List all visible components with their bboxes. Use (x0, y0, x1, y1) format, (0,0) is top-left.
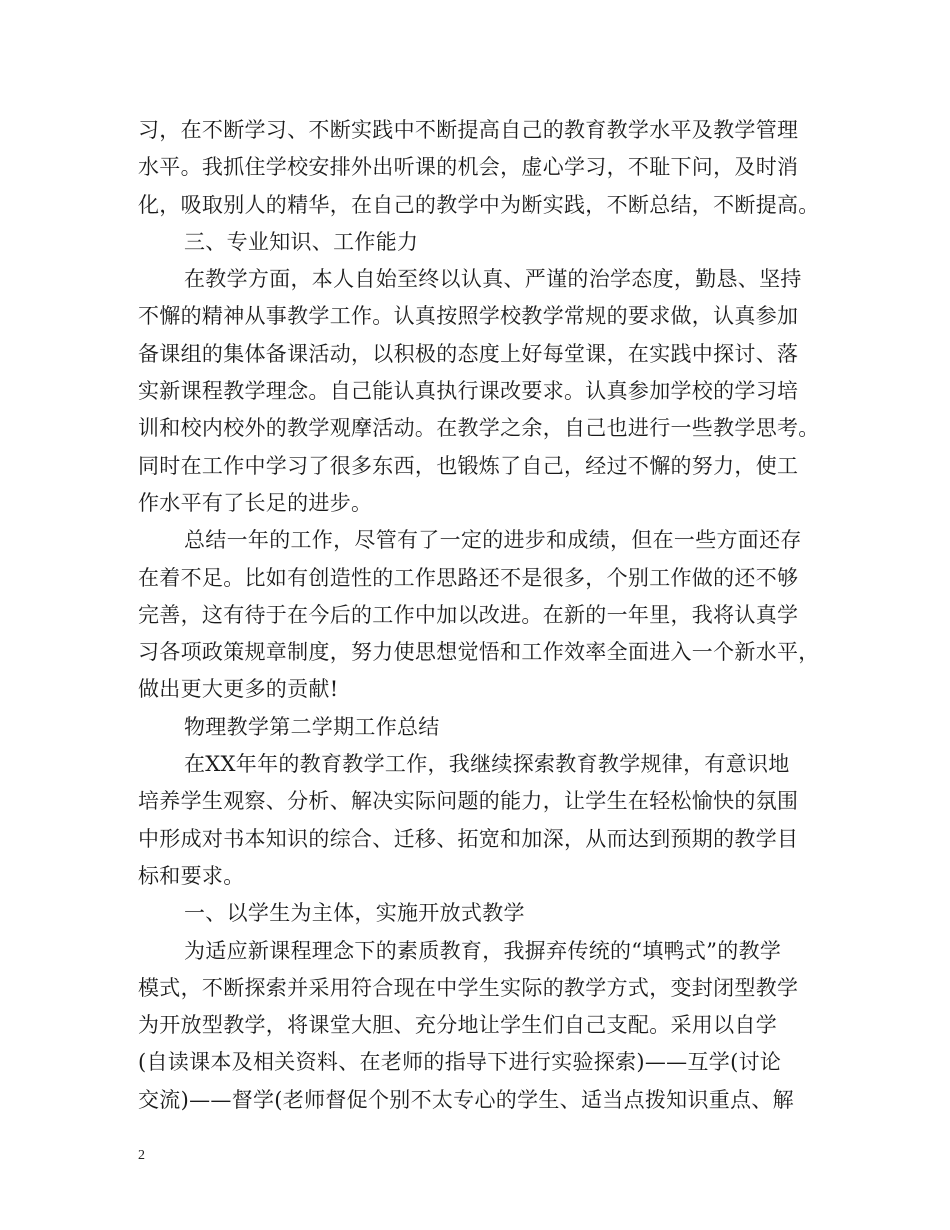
text-line: 三、专业知识、工作能力 (184, 229, 419, 254)
text-line: 为适应新课程理念下的素质教育，我摒弃传统的“填鸭式”的教学 (184, 938, 782, 963)
text-line: 在教学方面，本人自始至终以认真、严谨的治学态度，勤恳、坚持 (184, 267, 802, 292)
text-line: 化，吸取别人的精华，在自己的教学中为断实践，不断总结，不断提高。 (138, 192, 820, 217)
text-line: 习，在不断学习、不断实践中不断提高自己的教育教学水平及教学管理 (138, 118, 799, 142)
text-line: 总结一年的工作，尽管有了一定的进步和成绩，但在一些方面还存 (184, 528, 802, 553)
text-line: 模式，不断探索并采用符合现在中学生实际的教学方式，变封闭型教学 (138, 975, 799, 1000)
text-line: 做出更大更多的贡献! (138, 677, 339, 702)
text-line: (自读课本及相关资料、在老师的指导下进行实验探索)——互学(讨论 (138, 1050, 782, 1075)
page-number: 2 (138, 1148, 145, 1163)
text-line: 同时在工作中学习了很多东西，也锻炼了自己，经过不懈的努力，使工 (138, 453, 799, 478)
text-line: 中形成对书本知识的综合、迁移、拓宽和加深，从而达到预期的教学目 (138, 826, 799, 851)
text-line: 在XX年年的教育教学工作，我继续探索教育教学规律，有意识地 (184, 752, 790, 777)
text-line: 实新课程教学理念。自己能认真执行课改要求。认真参加学校的学习培 (138, 379, 799, 404)
text-line: 备课组的集体备课活动，以积极的态度上好每堂课，在实践中探讨、落 (138, 341, 799, 366)
text-line: 在着不足。比如有创造性的工作思路还不是很多，个别工作做的还不够 (138, 565, 799, 590)
text-line: 一、以学生为主体，实施开放式教学 (184, 901, 525, 926)
text-line: 不懈的精神从事教学工作。认真按照学校教学常规的要求做，认真参加 (138, 304, 799, 329)
text-line: 培养学生观察、分析、解决实际问题的能力，让学生在轻松愉快的氛围 (138, 789, 799, 814)
text-line: 作水平有了长足的进步。 (138, 490, 373, 515)
document-body (138, 112, 828, 1119)
text-line: 物理教学第二学期工作总结 (184, 714, 440, 739)
text-line: 水平。我抓住学校安排外出听课的机会，虚心学习，不耻下问，及时消 (138, 155, 799, 180)
text-line: 完善，这有待于在今后的工作中加以改进。在新的一年里，我将认真学 (138, 602, 799, 627)
text-line: 交流)——督学(老师督促个别不太专心的学生、适当点拨知识重点、解 (138, 1087, 794, 1112)
text-line: 标和要求。 (138, 863, 245, 888)
text-line: 习各项政策规章制度，努力使思想觉悟和工作效率全面进入一个新水平， (138, 640, 820, 665)
text-line: 训和校内校外的教学观摩活动。在教学之余，自己也进行一些教学思考。 (138, 416, 820, 441)
text-line: 为开放型教学，将课堂大胆、充分地让学生们自己支配。采用以自学 (138, 1013, 777, 1038)
